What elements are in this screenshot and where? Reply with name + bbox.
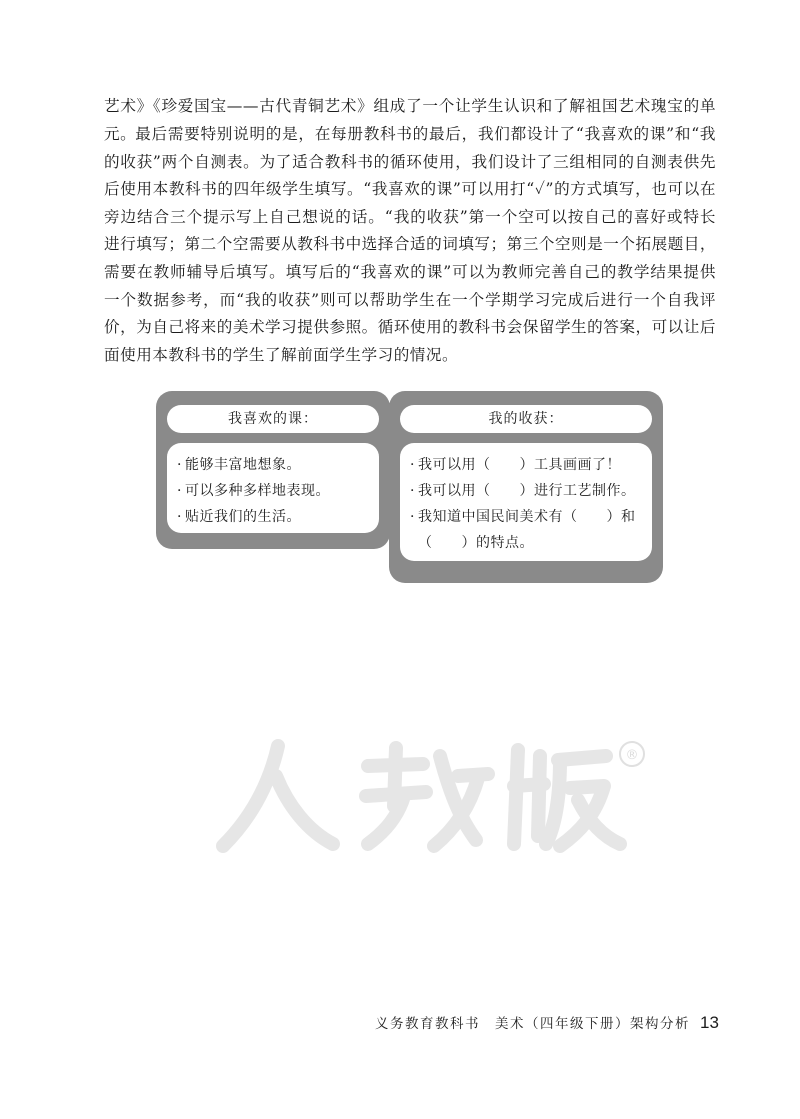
card-body (167, 443, 379, 533)
item-text: 我知道中国民间美术有（ ）和 (417, 509, 636, 525)
bullet: · (410, 483, 415, 499)
bullet: · (410, 457, 415, 473)
list-item (177, 504, 369, 530)
list-item (410, 504, 642, 530)
list-item (177, 452, 369, 478)
paragraph-self-test-explanation: 最后需要特别说明的是，在每册教科书的最后，我们都设计了“我喜欢的课”和“我的收获”两个自测表。为了适合教科书的循环使用，我们设计了三组相同的自测表供先后使用本教科书的四年级学生填写。“我喜欢的课”可以用打“✓”的方式填写，也可以在旁边结合三个提示写上自己想说的话。“我的收获”第一个空可以按自己的喜好或特长进行填写；第二个空需要从教科书中选择合适的词填写；第三个空则是一个拓展题目，需要在教师辅导后填写。填写后的“我喜欢的课”可以为教师完善自己的教学结果提供一个数据参考，而“我的收获”则可以帮助学生在一个学期学习完成后进行一个自我评价，为自己将来的美术学习提供参照。循环使用的教科书会保留学生的答案，可以让后面使用本教科书的学生了解前面学生学习的情况。 (104, 125, 716, 364)
card-body (400, 443, 652, 561)
page-footer (0, 1013, 800, 1035)
item-text: 我可以用（ ）工具画画了！ (417, 457, 621, 473)
self-test-card-my-gains (389, 391, 663, 583)
card-title: 我的收获： (400, 405, 652, 433)
bullet: · (177, 457, 182, 473)
list-item-continuation: （ ）的特点。 (418, 535, 534, 551)
bullet: · (410, 509, 415, 525)
bullet: · (177, 509, 182, 525)
registered-mark: ® (625, 748, 639, 763)
card-title: 我喜欢的课： (167, 405, 379, 433)
item-text: 我可以用（ ）进行工艺制作。 (417, 483, 636, 499)
running-footer-title: 义务教育教科书 美术（四年级下册）架构分析 (375, 1016, 690, 1032)
list-item (177, 478, 369, 504)
item-text: 贴近我们的生活。 (184, 509, 301, 525)
publisher-watermark-logo (208, 736, 648, 856)
list-item (410, 478, 642, 504)
self-test-card-favorite-lesson (156, 391, 390, 549)
paragraph-intro-continued: 艺术》《珍爱国宝——古代青铜艺术》组成了一个让学生认识和了解祖国艺术瑰宝的单元。 (104, 97, 716, 143)
item-text: 可以多种多样地表现。 (184, 483, 330, 499)
item-text: 能够丰富地想象。 (184, 457, 301, 473)
list-item (410, 452, 642, 478)
bullet: · (177, 483, 182, 499)
page-number: 13 (700, 1013, 719, 1032)
